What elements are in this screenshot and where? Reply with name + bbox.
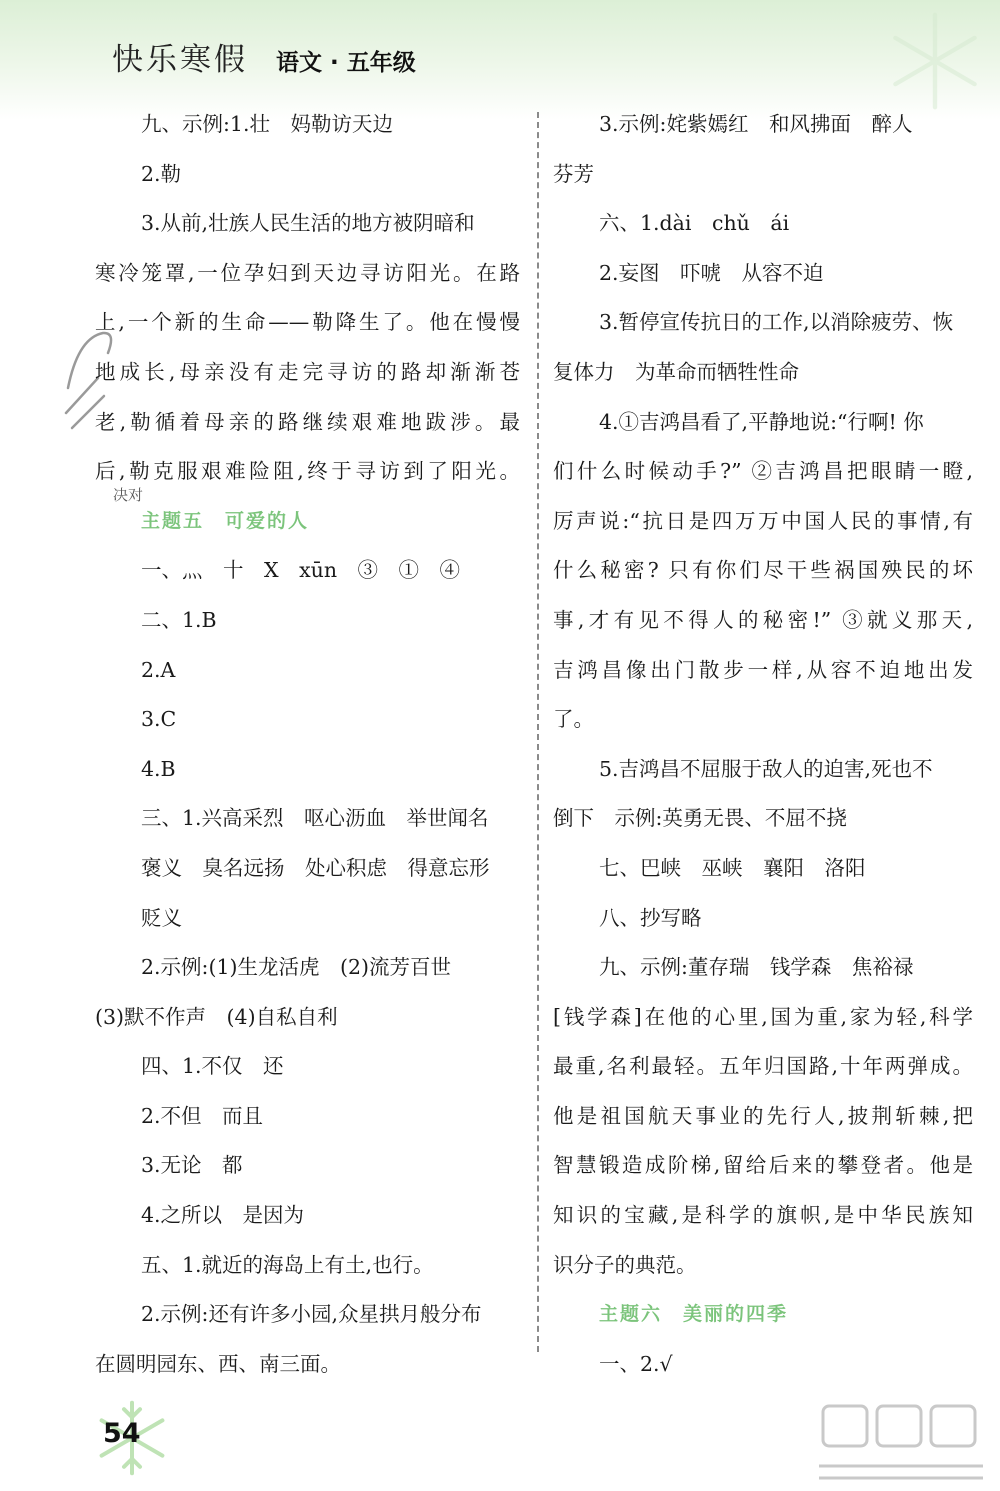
answer-line: 3.无论 都: [141, 1153, 243, 1178]
answer-line: 知识的宝藏,是科学的旗帜,是中华民族知: [553, 1203, 973, 1228]
answer-line: 什么秘密? 只有你们尽干些祸国殃民的坏: [553, 558, 973, 583]
answer-line: 厉声说:“抗日是四万万中国人民的事情,有: [553, 508, 973, 533]
answer-line: 最重,名利最轻。五年归国路,十年两弹成。: [553, 1054, 973, 1079]
section-heading: 主题五 可爱的人: [141, 509, 310, 532]
answer-line: 3.示例:姹紫嫣红 和风拂面 醉人: [599, 112, 913, 136]
answer-line: 五、1.就近的海岛上有土,也行。: [141, 1252, 434, 1277]
answer-line: 三、1.兴高采烈 呕心沥血 举世闻名: [141, 806, 489, 831]
answer-line: 2.不但 而且: [141, 1103, 264, 1128]
answer-line: 芬芳: [553, 161, 594, 186]
answer-line: 褒义 臭名远扬 处心积虑 得意忘形: [141, 855, 490, 880]
answer-line: 2.示例:(1)生龙活虎 (2)流芳百世: [141, 955, 452, 980]
margin-note: 决对: [113, 486, 144, 504]
answer-line: 吉鸿昌像出门散步一样,从容不迫地出发: [553, 657, 973, 682]
answer-line: 他是祖国航天事业的先行人,披荆斩棘,把: [553, 1103, 973, 1128]
answer-line: 二、1.B: [141, 607, 217, 632]
subject-grade: 语文 · 五年级: [276, 50, 416, 76]
left-answer-column: [95, 100, 520, 1389]
answer-line: 一、2.√: [599, 1351, 673, 1376]
answer-line: 4.之所以 是因为: [141, 1203, 305, 1228]
answer-line: 八、抄写略: [599, 905, 702, 930]
answer-line: 3.从前,壮族人民生活的地方被阴暗和: [141, 211, 475, 236]
answer-line: 2.示例:还有许多小园,众星拱月般分布: [141, 1302, 482, 1327]
answer-line: 贬义: [141, 905, 182, 930]
answer-line: 识分子的典范。: [553, 1252, 697, 1277]
answer-line: 四、1.不仅 还: [141, 1054, 284, 1079]
answer-line: 5.吉鸿昌不屈服于敌人的迫害,死也不: [599, 756, 933, 781]
answer-line: 事,才有见不得人的秘密!” ③就义那天,: [553, 607, 973, 632]
right-answer-column: [553, 100, 973, 1389]
answer-line: 4.①吉鸿昌看了,平静地说:“行啊! 你: [599, 409, 924, 434]
answer-line: 4.B: [141, 756, 176, 781]
answer-line: 上,一个新的生命——勒降生了。他在慢慢: [95, 310, 520, 335]
answer-line: 3.C: [141, 707, 177, 732]
answer-line: (3)默不作声 (4)自私自利: [95, 1004, 338, 1029]
answer-line: 后,勒克服艰难险阻,终于寻访到了阳光。: [95, 459, 520, 484]
answer-line: 复体力 为革命而牺牲性命: [553, 359, 799, 384]
answer-line: 2.勒: [141, 161, 182, 186]
answer-line: 九、示例:1.壮 妈勒访天边: [141, 112, 393, 136]
column-divider: [537, 112, 539, 1352]
answer-line: 2.妄图 吓唬 从容不迫: [599, 260, 824, 285]
answer-line: [钱学森]在他的心里,国为重,家为轻,科学: [553, 1004, 973, 1029]
answer-line: 在圆明园东、西、南三面。: [95, 1351, 341, 1376]
answer-watermark-icon: [805, 1398, 995, 1488]
answer-line: 2.A: [141, 657, 176, 682]
answer-line: 六、1.dài chǔ ái: [599, 211, 790, 236]
answer-line: 老,勒循着母亲的路继续艰难地跋涉。最: [95, 409, 520, 434]
answer-line: 一、灬 十 X xūn ③ ① ④: [141, 558, 461, 583]
answer-line: 3.暂停宣传抗日的工作,以消除疲劳、恢: [599, 310, 954, 335]
section-heading: 主题六 美丽的四季: [599, 1303, 789, 1326]
answer-line: 七、巴峡 巫峡 襄阳 洛阳: [599, 855, 866, 880]
page-header: [112, 34, 416, 79]
answer-line: 地成长,母亲没有走完寻访的路却渐渐苍: [95, 359, 520, 384]
answer-line: 们什么时候动手?” ②吉鸿昌把眼睛一瞪,: [553, 459, 973, 484]
answer-line: 寒冷笼罩,一位孕妇到天边寻访阳光。在路: [95, 260, 520, 285]
answer-line: 智慧锻造成阶梯,留给后来的攀登者。他是: [553, 1153, 973, 1178]
answer-line: 了。: [553, 707, 594, 732]
answer-line: 倒下 示例:英勇无畏、不屈不挠: [553, 806, 847, 831]
book-title: 快乐寒假: [112, 42, 248, 78]
page-number: 54: [103, 1418, 141, 1449]
answer-line: 九、示例:董存瑞 钱学森 焦裕禄: [599, 955, 914, 980]
